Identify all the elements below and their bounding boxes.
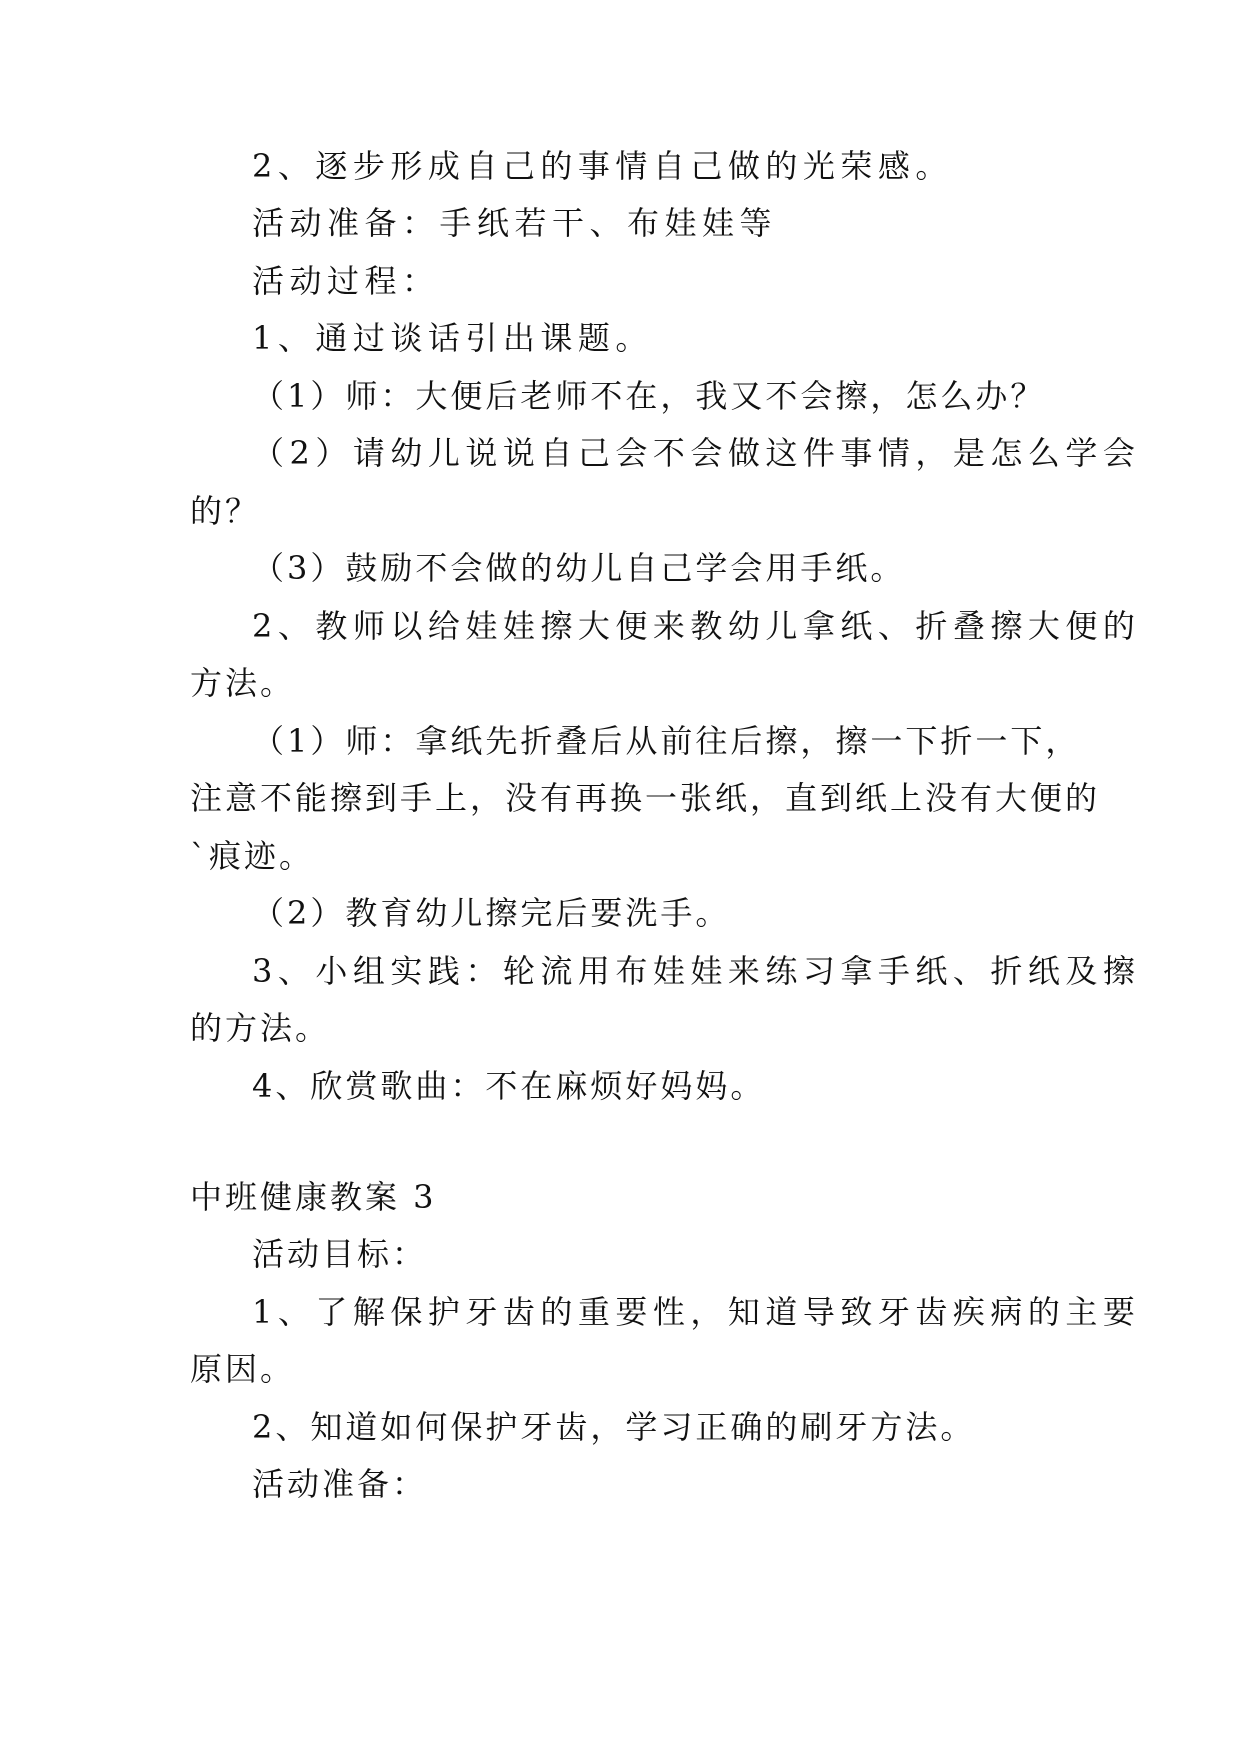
paragraph-line: 注意不能擦到手上，没有再换一张纸，直到纸上没有大便的 [190, 779, 1101, 817]
paragraph-line: 原因。 [190, 1350, 296, 1388]
paragraph-line: 1、通过谈话引出课题。 [252, 319, 653, 357]
paragraph-line: 的方法。 [190, 1009, 331, 1047]
section-heading: 中班健康教案 3 [190, 1178, 437, 1216]
paragraph-line: 2、教师以给娃娃擦大便来教幼儿拿纸、折叠擦大便的 [252, 607, 1141, 645]
paragraph-line: 活动准备：手纸若干、布娃娃等 [252, 204, 778, 242]
paragraph-line: （3）鼓励不会做的幼儿自己学会用手纸。 [252, 549, 906, 587]
paragraph-line: （1）师：拿纸先折叠后从前往后擦，擦一下折一下， [252, 722, 1081, 760]
paragraph-line: 2、逐步形成自己的事情自己做的光荣感。 [252, 147, 953, 185]
paragraph-line: （1）师：大便后老师不在，我又不会擦，怎么办？ [252, 377, 1046, 415]
paragraph-line: 活动目标： [252, 1235, 428, 1273]
paragraph-line: 方法。 [190, 664, 296, 702]
paragraph-line: 1、了解保护牙齿的重要性，知道导致牙齿疾病的主要 [252, 1293, 1141, 1331]
paragraph-line: 3、小组实践：轮流用布娃娃来练习拿手纸、折纸及擦 [252, 952, 1141, 990]
paragraph-line: 4、欣赏歌曲：不在麻烦好妈妈。 [252, 1067, 766, 1105]
paragraph-line: （2）请幼儿说说自己会不会做这件事情，是怎么学会 [252, 434, 1141, 472]
paragraph-line: 2、知道如何保护牙齿，学习正确的刷牙方法。 [252, 1408, 976, 1446]
paragraph-line: 活动准备： [252, 1465, 428, 1503]
paragraph-line: 活动过程： [252, 262, 440, 300]
paragraph-line: 的？ [190, 492, 261, 530]
paragraph-line: （2）教育幼儿擦完后要洗手。 [252, 894, 731, 932]
paragraph-line: `痕迹。 [190, 837, 315, 875]
